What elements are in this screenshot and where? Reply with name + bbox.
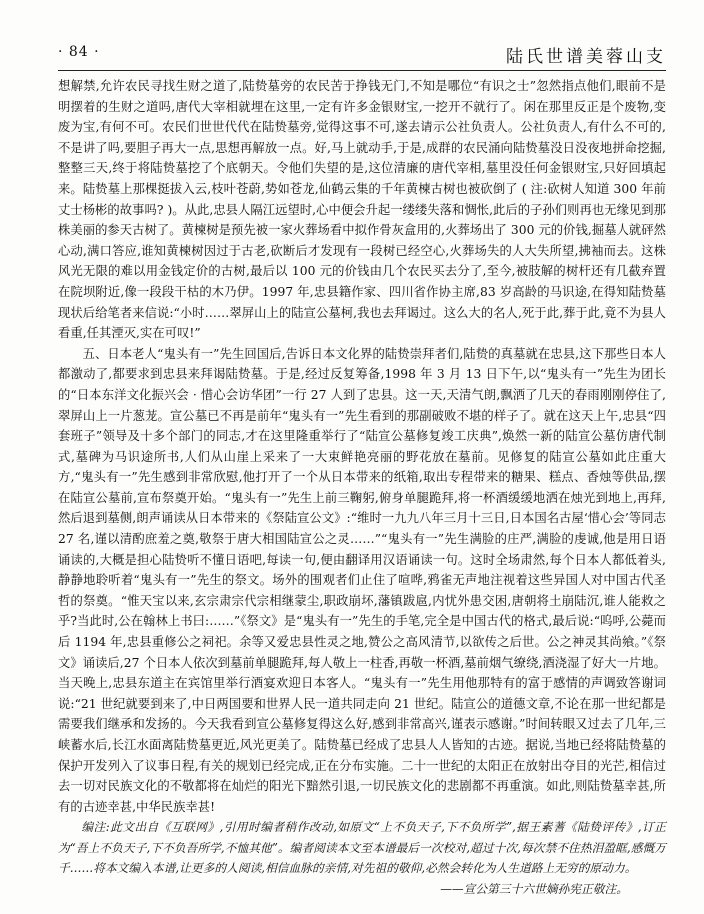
body-paragraph: 想解禁,允许农民寻找生财之道了,陆贽墓旁的农民苦于挣钱无门,不知是哪位“有识之士”忽然指点他们,眼前不是明摆着的生财之道吗,唐代大宰相就埋在这里,一定有许多金银财宝,一挖开不就行了。闲在那里反正是个废物,变废为宝,有何不可。农民们世世代代在陆贽墓旁,觉得这事不可,遂去请示公社负责人。公社负责人,有什么不可的,不是讲了吗,要胆子再大一点,思想再解放一点。好,马上就动手,于是,成群的农民涌向陆贽墓没日没夜地拼命挖掘,整整三天,终于将陆贽墓挖了个底朝天。令他们失望的是,这位清廉的唐代宰相,墓里没任何金银财宝,只好回填起来。陆贽墓上那棵挺拔入云,枝叶苍蔚,势如苍龙,仙鹤云集的千年黄楝古树也被砍倒了 ( 注:砍树人知道 300 年前丈士杨彬的故事吗? )。从此,忠县人隔江远望时,心中便会升起一缕缕失落和惆怅,此后的子孙们则再也无缘见到那株美丽的参天古树了。黄楝树是预先被一家火葬场看中拟作骨灰盒用的,火葬场出了 300 元的价钱,掘墓人就砰然心动,满口答应,谁知黄楝树因过于古老,砍断后才发现有一段树已经空心,火葬场失的人大失所望,拂袖而去。这株风光无限的难以用金钱定价的古树,最后以 100 元的价钱由几个农民买去分了,至今,被肢解的树杆还有几截弃置在院坝附近,像一段段干枯的木乃伊。1997 年,忠县籍作家、四川省作协主席,83 岁高龄的马识途,在得知陆贽墓现状后给笔者来信说:“小时……翠屏山上的陆宣公墓柯,我也去拜谒过。这么大的名人,死于此,葬于此,竟不为县人看重,任其湮灭,实在可叹!”: [58, 79, 666, 341]
editor-note: 编注:此文出自《互联网》,引用时编者稍作改动,如原文“上不负天子,下不负所学”,据王素蓍《陆贽评传》,订正为“吾上不负天子,下不负吾所学,不恤其他”。编者阅读本文至本谱最后一次校对,超过十次,每次禁不住热泪盈眶,感慨万千……将本文编入本谱,让更多的人阅读,相信血脉的亲情,对先祖的敬仰,必然会转化为人生道路上无穷的原动力。: [58, 820, 666, 875]
header-rule: [58, 70, 666, 71]
article-body: [58, 76, 666, 900]
body-paragraph: 五、日本老人“鬼头有一”先生回国后,告诉日本文化界的陆贽崇拜者们,陆贽的真墓就在忠县,这下那些日本人都激动了,都要求到忠县来拜谒陆贽墓。于是,经过反复筹备,1998 年 3 月 13 日下午,以“鬼头有一”先生为团长的“日本东洋文化振兴会 · 惜心会访华团”一行 27 人到了忠县。这一天,天清气朗,飘洒了几天的春雨刚刚停住了,翠屏山上一片葱茏。宣公墓已不再是前年“鬼头有一”先生看到的那副破败不堪的样子了。就在这天上午,忠县“四套班子”领导及十多个部门的同志,才在这里隆重举行了“陆宣公墓修复竣工庆典”,焕然一新的陆宣公墓仿唐代制式,墓碑为马识途所书,人们从山崖上采来了一大束鲜艳亮丽的野花放在墓前。见修复的陆宣公墓如此庄重大方,“鬼头有一”先生感到非常欣慰,他打开了一个从日本带来的纸箱,取出专程带来的糖果、糕点、香烛等供品,摆在陆宣公墓前,宣布祭奠开始。“鬼头有一”先生上前三鞠躬,俯身单腿跪拜,将一杯酒缓缓地洒在烛光到地上,再拜,然后退到墓侧,朗声诵读从日本带来的《祭陆宣公文》:“维时一九九八年三月十三日,日本国名古屋‘惜心会’等同志 27 名,谨以清酌庶羞之奠,敬祭于唐大相国陆宣公之灵……”“鬼头有一”先生满脸的庄严,满脸的虔诚,他是用日语诵读的,大概是担心陆贽听不懂日语吧,每读一句,便由翻译用汉语诵读一句。这时全场肃然,每个日本人都低着头,静静地聆听着“鬼头有一”先生的祭文。场外的围观者们止住了喧哗,鸦雀无声地注视着这些异国人对中国古代圣哲的祭奠。“惟天宝以来,玄宗肃宗代宗相继蒙尘,职政崩坏,藩镇跋扈,内忧外患交困,唐朝将土崩陆沉,谁人能救之乎?当此时,公在翰林上书曰:……”《祭文》是“鬼头有一”先生的手笔,完全是中国古代的格式,最后说:“呜呼,公薨而后 1194 年,忠县重修公之祠祀。余等又爱忠县性灵之地,赞公之高风清节,以欲传之后世。公之神灵其尚飨。”《祭文》诵读后,27 个日本人依次到墓前单腿跪拜,每人敬上一柱香,再敬一杯酒,墓前烟气缭绕,酒浇湿了好大一片地。当天晚上,忠县东道主在宾馆里举行酒宴欢迎日本客人。“鬼头有一”先生用他那特有的富于感情的声调致答谢词说:“21 世纪就要到来了,中日两国要和世界人民一道共同走向 21 世纪。陆宣公的道德文章,不论在那一世纪都是需要我们继承和发扬的。今天我看到宣公墓修复得这么好,感到非常高兴,谨表示感谢。”时间转眼又过去了几年,三峡蓄水后,长江水面离陆贽墓更近,风光更美了。陆贽墓已经成了忠县人人皆知的古迹。据说,当地已经将陆贽墓的保护开发列入了议事日程,有关的规划已经完成,正在分布实施。二十一世纪的太阳正在放射出夺目的光芒,相信过去一切对民族文化的不敬都将在灿烂的阳光下黯然引退,一切民族文化的悲剧都不再重演。如此,则陆贽墓幸甚,所有的古迹幸甚,中华民族幸甚!: [58, 346, 666, 814]
signature: ——宣公第三十六世嫡孙宪正敬注。: [440, 882, 628, 897]
running-title: 陆氏世谱美蓉山支: [506, 47, 666, 67]
page-header: [58, 44, 666, 70]
page-number: · 84 ·: [58, 44, 100, 60]
